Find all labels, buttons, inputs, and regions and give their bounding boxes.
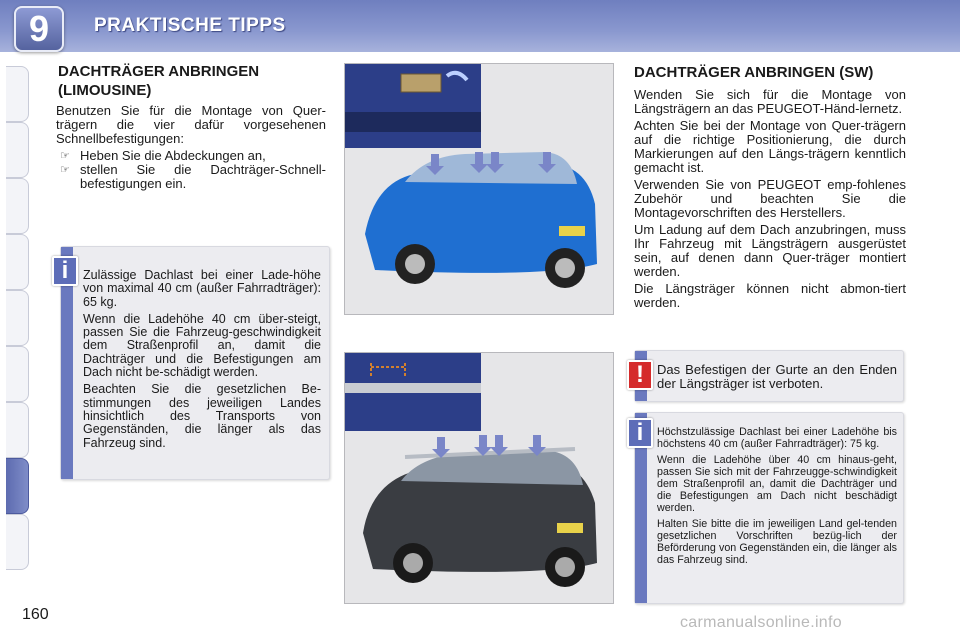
list-item <box>56 149 326 163</box>
info-paragraph: Wenn die Ladehöhe 40 cm über-steigt, passen Sie die Fahrzeug-geschwindigkeit dem Straßenprofil an, damit die Dachträger und die Befestigungen am Dach nicht be-schädigt werden. <box>83 311 321 380</box>
roof-load-info-box <box>60 246 330 480</box>
roof-fixing-cover <box>401 74 441 92</box>
chapter-title: PRAKTISCHE TIPPS <box>94 15 286 36</box>
chapter-tab-1[interactable] <box>6 66 29 122</box>
sw-instructions <box>634 88 906 313</box>
chapter-tab-5[interactable] <box>6 290 29 346</box>
info-paragraph: Wenn die Ladehöhe über 40 cm hinaus-geht, passen Sie sich mit der Fahrzeugge-schwindigkeit dem Straßenprofil an, damit die Dachträger und die Befestigungen am Dach nicht beschädigt werden. <box>657 454 897 514</box>
chapter-tab-7[interactable] <box>6 402 29 458</box>
chapter-tab-3[interactable] <box>6 178 29 234</box>
body-paragraph: Die Längsträger können nicht abmon-tiert werden. <box>634 281 906 310</box>
watermark: carmanualsonline.info <box>680 614 842 631</box>
info-icon: i <box>52 256 78 286</box>
info-paragraph: Halten Sie bitte die im jeweiligen Land gel-tenden gesetzlichen Vorschriften bezüg-lich der Beförderung von Gegenständen ein, die länger als das Fahrzeug sind. <box>657 518 897 566</box>
license-plate <box>557 523 583 533</box>
body-paragraph: Wenden Sie sich für die Montage von Längsträgern an das PEUGEOT-Händ-lernetz. <box>634 87 906 116</box>
intro-paragraph: Benutzen Sie für die Montage von Quer-trägern die vier dafür vorgesehenen Schnellbefestigungen: <box>56 103 326 146</box>
chapter-tab-9-active[interactable] <box>6 458 29 514</box>
list-item <box>56 163 326 191</box>
info-box-text <box>83 269 321 454</box>
chapter-tab-2[interactable] <box>6 122 29 178</box>
body-paragraph: Um Ladung auf dem Dach anzubringen, muss Ihr Fahrzeug mit Längsträgern ausgerüstet sein, auf denen dann Quer-träger montiert werden. <box>634 222 906 279</box>
hatchback-roof-rack-illustration <box>344 63 614 315</box>
info-box-text <box>657 426 897 570</box>
section-title-line: (LIMOUSINE) <box>58 82 152 99</box>
chapter-tabs <box>0 52 30 572</box>
chapter-tab-9[interactable] <box>6 514 29 570</box>
section-title-line: DACHTRÄGER ANBRINGEN <box>58 63 260 80</box>
sw-roof-load-info-box <box>634 412 904 604</box>
chapter-tab-4[interactable] <box>6 234 29 290</box>
pointing-hand-icon: ☞ <box>60 150 70 162</box>
bullet-text: Heben Sie die Abdeckungen an, <box>80 148 266 163</box>
page-number: 160 <box>22 606 49 623</box>
chapter-header <box>0 0 960 52</box>
section-title-limousine <box>58 62 328 100</box>
pointing-hand-icon: ☞ <box>60 164 70 176</box>
hatchback-car-drawing <box>345 64 613 314</box>
roof-rail <box>345 383 481 393</box>
body-paragraph: Verwenden Sie von PEUGEOT emp-fohlenes Zubehör und beachten Sie die Montagevorschriften des Herstellers. <box>634 177 906 220</box>
body-paragraph: Achten Sie bei der Montage von Quer-trägern auf die richtige Positionierung, die durch Markierungen auf den Längs-trägern kenntlich gemacht ist. <box>634 118 906 175</box>
section-title-sw: DACHTRÄGER ANBRINGEN (SW) <box>634 64 874 81</box>
chapter-number-badge: 9 <box>14 6 64 52</box>
strap-warning-box <box>634 350 904 402</box>
info-paragraph: Beachten Sie die gesetzlichen Be-stimmungen des jeweiligen Landes hinsichtlich des Transports von Gegenständen, die länger als das Fahrzeug sind. <box>83 382 321 450</box>
warning-icon: ! <box>627 360 653 390</box>
limousine-instructions <box>56 104 326 191</box>
warning-text: Das Befestigen der Gurte an den Enden der Längsträger ist verboten. <box>657 362 897 391</box>
sw-roof-rails-illustration <box>344 352 614 604</box>
bullet-text: stellen Sie die Dachträger-Schnell-befestigungen ein. <box>80 162 326 191</box>
info-paragraph: Zulässige Dachlast bei einer Lade-höhe von maximal 40 cm (außer Fahrradträger): 65 kg. <box>83 268 321 309</box>
chapter-tab-6[interactable] <box>6 346 29 402</box>
license-plate <box>559 226 585 236</box>
info-paragraph: Höchstzulässige Dachlast bei einer Ladehöhe bis höchstens 40 cm (außer Fahrradträger): 75 kg. <box>657 426 897 450</box>
sw-car-drawing <box>345 353 613 603</box>
info-icon: i <box>627 418 653 448</box>
